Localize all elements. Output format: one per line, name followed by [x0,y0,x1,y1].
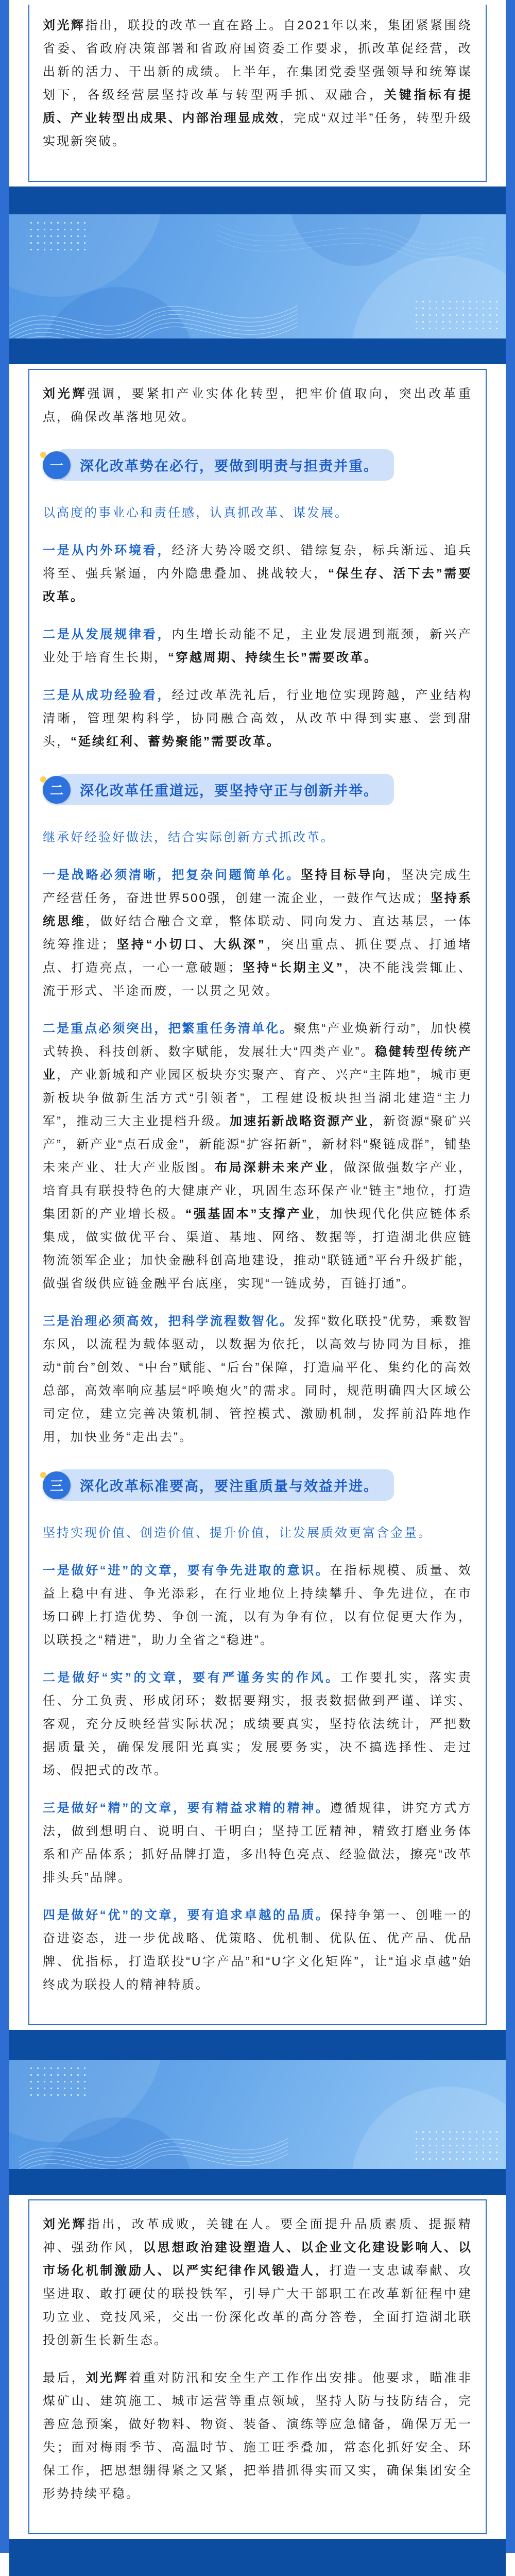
text-segment: 指出，改革成败，关键在人。要全面提升品质素质、提振精神、强劲作风， [43,2217,473,2255]
text-segment: 加速拓新战略资源产业 [229,1114,369,1128]
text-segment: ，坚决完成生产经营任务，奋进世界500强，创建一流企业，一鼓作气达成； [43,868,473,905]
section-heading-text: 深化改革势在必行，要做到明责与担责并重。 [80,459,379,474]
text-segment: 刘光辉 [43,387,88,401]
text-segment: 坚持系统思维 [43,891,472,928]
text-segment: 二是重点必须突出，把繁重任务清单化。 [43,1022,294,1036]
closing-card-body [28,2199,487,2534]
wave-decoration [9,264,298,338]
text-segment: “延续红利、蓄势聚能”需要改革。 [71,735,281,749]
section-heading-pill [56,449,394,481]
paragraph [43,863,472,1003]
text-segment: 坚持“小切口、大纵深” [115,938,266,952]
section-number-icon [43,1471,71,1499]
paragraph [43,382,472,429]
text-segment: 保持争第一、创唯一的奋进姿态，进一步优战略、优策略、优机制、优队伍、优产品、优品牌、优指标，打造联投“U字产品”和“U字文化矩阵”，让“追求卓越”始终成为联投人的精神特质。 [43,1908,473,1992]
closing-card [9,2195,506,2539]
yellow-dot-icon [40,776,46,783]
text-segment: 着重对防汛和安全生产工作作出安排。他要求，瞄准非煤矿山、建筑施工、城市运营等重点领域，坚持人防与技防结合，完善应急预案，做好物料、物资、装备、演练等应急储备，确保万无一失；面对梅雨季节、高温时节、施工旺季叠加，常态化抓好安全、环保工作，把思想绷得紧之又紧，把举措抓得实而又实，确保集团安全形势持续平稳。 [43,2371,473,2501]
text-segment: ，做好结合融合文章，整体联动、同向发力、直达基层，一体统筹推进； [43,914,472,952]
section-heading [43,774,472,805]
divider-band [9,338,506,364]
left-border-rail [0,0,9,2553]
text-segment: 强调，要紧扣产业实体化转型，把牢价值取向，突出改革重点，确保改革落地见效。 [43,387,473,424]
dot-grid-decoration [413,298,501,332]
text-segment: “穿越周期、持续生长”需要改革。 [168,651,378,665]
text-segment: 继承好经验好做法，结合实际创新方式抓改革。 [43,831,335,844]
section-heading [43,1469,472,1501]
section-number-icon [43,776,71,804]
wave-decoration [9,2100,298,2169]
divider-band [9,2030,506,2060]
decorative-divider [9,214,506,338]
text-segment: 聚焦“产业焕新行动”，加快模式转换、科技创新、数字赋能，发展壮大“四类产业”。 [43,1022,473,1059]
text-segment: 关键指标有提质、产业转型出成果、内部治理显成效 [43,88,473,125]
text-segment: ，打造一支忠诚奉献、攻坚进取、敢打硬仗的联投铁军，引导广大干部职工在改革新征程中建功立业、竞技风采，交出一份深化改革的高分答卷，全面打造湖北联投创新生长新生态。 [43,2264,473,2347]
text-segment: 遵循规律，讲究方式方法，做到想明白、说明白、干明白；坚持工匠精神，精致打磨业务体系和产品体系；抓好品牌打造，多出特色亮点、经验做法，擦亮“改革排头兵”品牌。 [43,1801,473,1885]
text-segment: ，决不能浅尝辄止、流于形式、半途而废，一以贯之见效。 [43,961,473,998]
text-segment: 三是治理必须高效，把科学流程数智化。 [43,1314,294,1328]
text-segment: 在指标规模、质量、效益上稳中有进、争光添彩，在行业地位上持续攀升、争先进位，在市场口碑上打造优势、争创一流，以有为争有位，以有位促更大作为，以联投之“精进”，助力全省之“稳进”。 [43,1564,473,1647]
text-segment: 坚持实现价值、创造价值、提升价值，让发展质效更富含金量。 [43,1526,432,1540]
dot-grid-decoration [413,2129,501,2163]
text-segment: 工作要扎实，落实责任、分工负责、形成闭环；数据要翔实，报表数据做到严谨、详实、客观，充分反映经营实际状况；成绩要真实，坚持依法统计，严把数据质量关，确保发展阳光真实；发展要务实，决不搞选择性、走过场、假把式的改革。 [43,1671,473,1777]
paragraph [43,826,472,849]
text-segment: 刘光辉 [43,2217,88,2231]
dot-grid-decoration [28,2065,90,2096]
section-number-icon [43,451,71,479]
paragraph [43,1559,472,1652]
text-segment: 一是做好“进”的文章，要有争先进取的意识。 [43,1564,330,1578]
decorative-divider [9,2060,506,2169]
section-number-glyph: 三 [49,1478,63,1494]
paragraph [43,684,472,753]
section-heading-pill [56,1469,394,1501]
text-segment: 经济大势冷暖交织、错综复杂，标兵渐远、追兵将至、强兵紧逼，内外隐患叠加、挑战较大， [43,544,473,581]
paragraph [43,1521,472,1545]
text-segment: 刘光辉 [85,2371,129,2385]
text-segment: 三是从成功经验看， [43,688,172,702]
text-segment: 二是从发展规律看， [43,628,172,641]
text-segment: 稳健转型传统产业 [43,1045,472,1082]
wave-decoration [217,214,485,266]
text-segment: 经过改革洗礼后，行业地位实现跨越，产业结构清晰，管理架构科学，协同融合高效，从改革中得到实惠、尝到甜头， [43,688,473,749]
text-segment: 坚持目标导向 [300,868,387,882]
section-heading [43,449,472,481]
text-segment: ，做深做强数字产业，培育具有联投特色的大健康产业，巩固生态环保产业“链主”地位，打造集团新的产业增长极。 [43,1161,473,1221]
text-segment: ，完成“双过半”任务，转型升级实现新突破。 [43,111,473,148]
text-segment: 一是战略必须清晰，把复杂问题简单化。 [43,868,301,882]
paragraph [43,1797,472,1889]
intro-card [9,0,506,187]
text-segment: 以高度的事业心和责任感，认真抓改革、谋发展。 [43,506,349,520]
text-segment: “强基固本”支撑产业 [185,1207,316,1221]
content-column [9,0,506,2576]
paragraph [43,1017,472,1295]
paragraph [43,2213,472,2352]
paragraph [43,1310,472,1449]
paragraph [43,1904,472,1996]
paragraph [43,2366,472,2505]
divider-band [9,2169,506,2195]
divider-band [9,2539,506,2576]
yellow-dot-icon [40,452,46,458]
text-segment: 一是从内外环境看， [43,544,172,557]
text-segment: 布局深耕未来产业 [214,1161,330,1175]
text-segment: 刘光辉 [43,19,85,32]
main-article-body [28,369,487,2025]
text-segment: 以思想政治建设塑造人、以企业文化建设影响人、以市场化机制激励人、以严实纪律作风锻造人 [43,2241,473,2278]
dot-grid-decoration [28,219,90,250]
text-segment: 内生增长动能不足，主业发展遇到瓶颈，新兴产业处于培育生长期， [43,628,473,665]
paragraph [43,623,472,669]
divider-band [9,187,506,214]
intro-card-body [28,5,487,182]
text-segment: ，产业新城和产业园区板块夯实聚产、育产、兴产“主阵地”，城市更新板块争做新生活方式“引领者”，工程建设板块担当湖北建造“主力军”，推动三大主业提档升级。 [43,1068,473,1128]
text-segment: 指出，联投的改革一直在路上。自2021年以来，集团紧紧围绕省委、省政府决策部署和省政府国资委工作要求，抓改革促经营，改出新的活力、干出新的成绩。上半年，在集团党委坚强领导和统筹谋划下，各级经营层坚持改革与转型两手抓、双融合， [43,19,473,102]
text-segment: 三是做好“精”的文章，要有精益求精的精神。 [43,1801,330,1815]
section-number-glyph: 二 [49,783,63,798]
text-segment: ，突出重点、抓住要点、打通堵点、打造亮点，一心一意破题； [43,938,473,975]
main-article-card [9,364,506,2030]
section-heading-text: 深化改革标准要高，要注重质量与效益并进。 [80,1479,379,1494]
text-segment: ，加快现代化供应链体系集成，做实做优平台、渠道、基地、网络、数据等，打造湖北供应链物流领军企业；加快金融科创高地建设，推动“联链通”平台升级扩能，做强省级供应链金融平台底座，实现“一链成势，百链打通”。 [43,1207,472,1291]
text-segment: 最后， [43,2371,86,2385]
section-number-glyph: 一 [49,458,63,473]
text-segment: 发挥“数化联投”优势，乘数智东风，以流程为载体驱动，以数据为依托，以高效与协同为目标，推动“前台”创效、“中台”赋能、“后台”保障，打造扁平化、集约化的高效总部，高效率响应基层“呼唤炮火”的需求。同时，规范明确四大区域公司定位，建立完善决策机制、管控模式、激励机制，发挥前沿阵地作用，加快业务“走出去”。 [43,1314,473,1444]
section-heading-pill [56,774,394,805]
paragraph [43,501,472,524]
right-border-rail [506,0,515,2553]
text-segment: ，新资源“聚矿兴产”，新产业“点石成金”，新能源“扩容拓新”，新材料“聚链成群”，铺垫未来产业、壮大产业版图。 [43,1114,473,1175]
yellow-dot-icon [40,1472,46,1478]
paragraph [43,539,472,608]
section-heading-text: 深化改革任重道远，要坚持守正与创新并举。 [80,783,379,799]
paragraph [43,14,472,153]
text-segment: 四是做好“优”的文章，要有追求卓越的品质。 [43,1908,330,1922]
text-segment: 二是做好“实”的文章，要有严谨务实的作风。 [43,1671,340,1685]
text-segment: “保生存、活下去”需要改革。 [43,567,472,604]
text-segment: 坚持“长期主义” [242,961,344,975]
paragraph [43,1666,472,1782]
